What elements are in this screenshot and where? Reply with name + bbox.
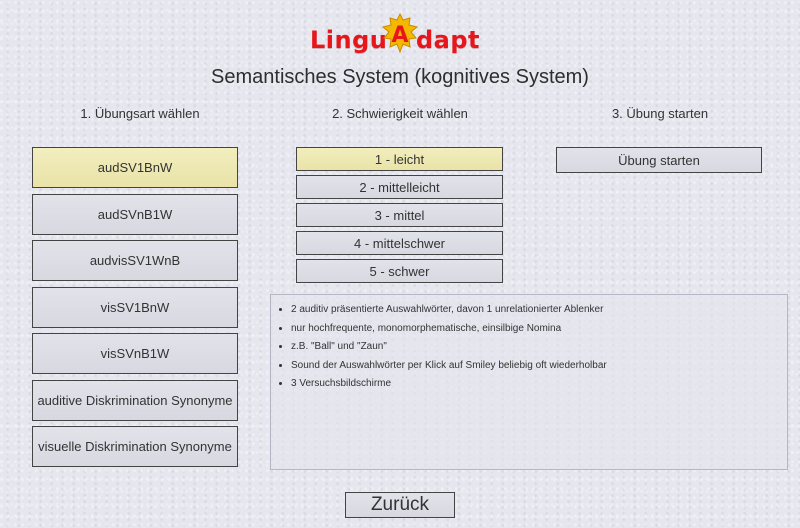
step3-heading: 3. Übung starten <box>611 106 709 121</box>
difficulty-button-2[interactable]: 2 - mittelleicht <box>296 175 503 199</box>
exercise-button-audvisSV1WnB[interactable]: audvisSV1WnB <box>32 240 238 281</box>
exercise-description-panel <box>270 294 788 470</box>
exercise-type-list <box>32 147 238 473</box>
logo-text-right: dapt <box>416 26 481 54</box>
back-button[interactable]: Zurück <box>345 492 455 518</box>
difficulty-list <box>296 147 503 287</box>
exercise-button-audSVnB1W[interactable]: audSVnB1W <box>32 194 238 235</box>
exercise-button-auditive-diskrimination[interactable]: auditive Diskrimination Synonyme <box>32 380 238 421</box>
step1-heading: 1. Übungsart wählen <box>80 106 200 121</box>
difficulty-button-1[interactable]: 1 - leicht <box>296 147 503 171</box>
logo-emblem-letter: A <box>391 23 409 48</box>
description-item: • Sound der Auswahlwörter per Klick auf Smiley beliebig oft wiederholbar <box>291 357 787 376</box>
difficulty-button-5[interactable]: 5 - schwer <box>296 259 503 283</box>
page-title: Semantisches System (kognitives System) <box>211 66 589 88</box>
exercise-button-visSVnB1W[interactable]: visSVnB1W <box>32 333 238 374</box>
description-item: • 3 Versuchsbildschirme <box>291 375 787 394</box>
start-exercise-button[interactable]: Übung starten <box>556 147 762 173</box>
step2-heading: 2. Schwierigkeit wählen <box>332 106 468 121</box>
description-item: • z.B. "Ball" und "Zaun" <box>291 338 787 357</box>
difficulty-button-3[interactable]: 3 - mittel <box>296 203 503 227</box>
puzzle-a-icon <box>380 12 420 58</box>
app-logo <box>310 12 490 62</box>
description-item: • nur hochfrequente, monomorphematische, einsilbige Nomina <box>291 320 787 339</box>
exercise-button-visSV1BnW[interactable]: visSV1BnW <box>32 287 238 328</box>
description-list <box>271 301 787 394</box>
exercise-button-visuelle-diskrimination[interactable]: visuelle Diskrimination Synonyme <box>32 426 238 467</box>
logo-text-left: Lingu <box>310 26 388 54</box>
exercise-button-audSV1BnW[interactable]: audSV1BnW <box>32 147 238 188</box>
description-item: • 2 auditiv präsentierte Auswahlwörter, davon 1 unrelationierter Ablenker <box>291 301 787 320</box>
difficulty-button-4[interactable]: 4 - mittelschwer <box>296 231 503 255</box>
